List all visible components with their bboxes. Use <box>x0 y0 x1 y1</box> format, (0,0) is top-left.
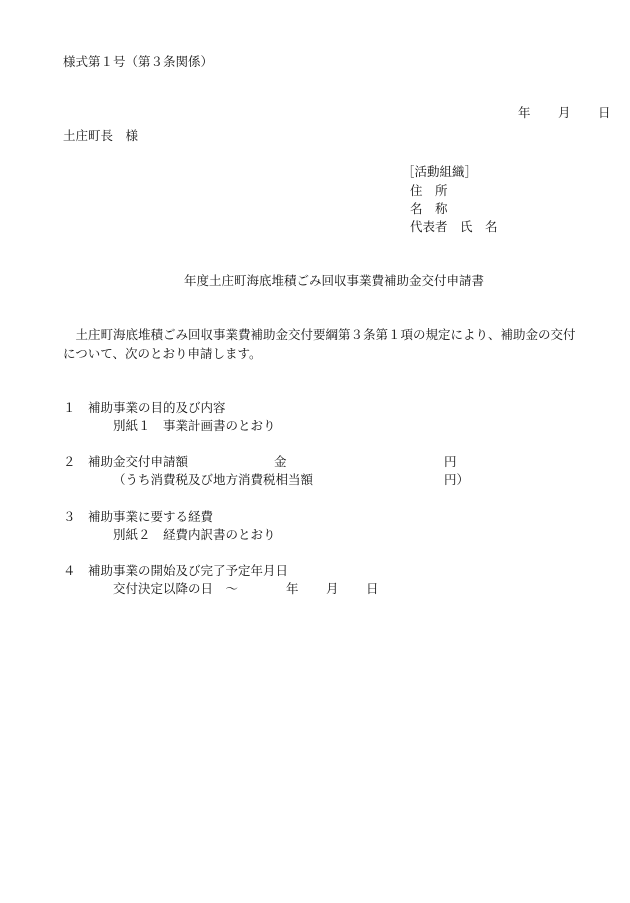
body-paragraph-line-2: について、次のとおり申請します。 <box>63 346 262 361</box>
addressee: 土庄町長 様 <box>63 128 139 143</box>
date-month: 月 <box>557 104 571 120</box>
item-4-year: 年 <box>286 581 299 596</box>
item-2-tax-note: （うち消費税及び地方消費税相当額 <box>113 472 314 487</box>
item-4-month: 月 <box>326 581 339 596</box>
item-4-day: 日 <box>366 581 379 596</box>
item-3-detail: 別紙２ 経費内訳書のとおり <box>113 527 276 542</box>
applicant-heading: ［活動組織］ <box>402 164 478 179</box>
item-1-heading: １ 補助事業の目的及び内容 <box>63 400 226 415</box>
date-line <box>510 94 610 119</box>
item-4-detail: 交付決定以降の日 ～ <box>113 581 239 596</box>
date-year: 年 <box>517 104 531 120</box>
applicant-address-label: 住 所 <box>410 183 448 198</box>
item-2-heading: ２ 補助金交付申請額 <box>63 454 189 469</box>
date-day: 日 <box>597 104 611 120</box>
applicant-representative-label: 代表者 氏 名 <box>410 219 498 234</box>
form-number: 様式第１号（第３条関係） <box>63 54 214 69</box>
item-3-heading: ３ 補助事業に要する経費 <box>63 509 214 524</box>
item-2-amount-unit: 円 <box>444 454 457 469</box>
item-1-detail: 別紙１ 事業計画書のとおり <box>113 418 276 433</box>
item-2-amount-prefix: 金 <box>274 454 287 469</box>
document-title: 年度土庄町海底堆積ごみ回収事業費補助金交付申請書 <box>184 273 485 288</box>
item-4-heading: ４ 補助事業の開始及び完了予定年月日 <box>63 563 289 578</box>
item-2-tax-unit: 円） <box>444 472 470 487</box>
applicant-name-label: 名 称 <box>410 201 448 216</box>
body-paragraph-line-1: 土庄町海底堆積ごみ回収事業費補助金交付要綱第３条第１項の規定により、補助金の交付 <box>63 327 576 342</box>
